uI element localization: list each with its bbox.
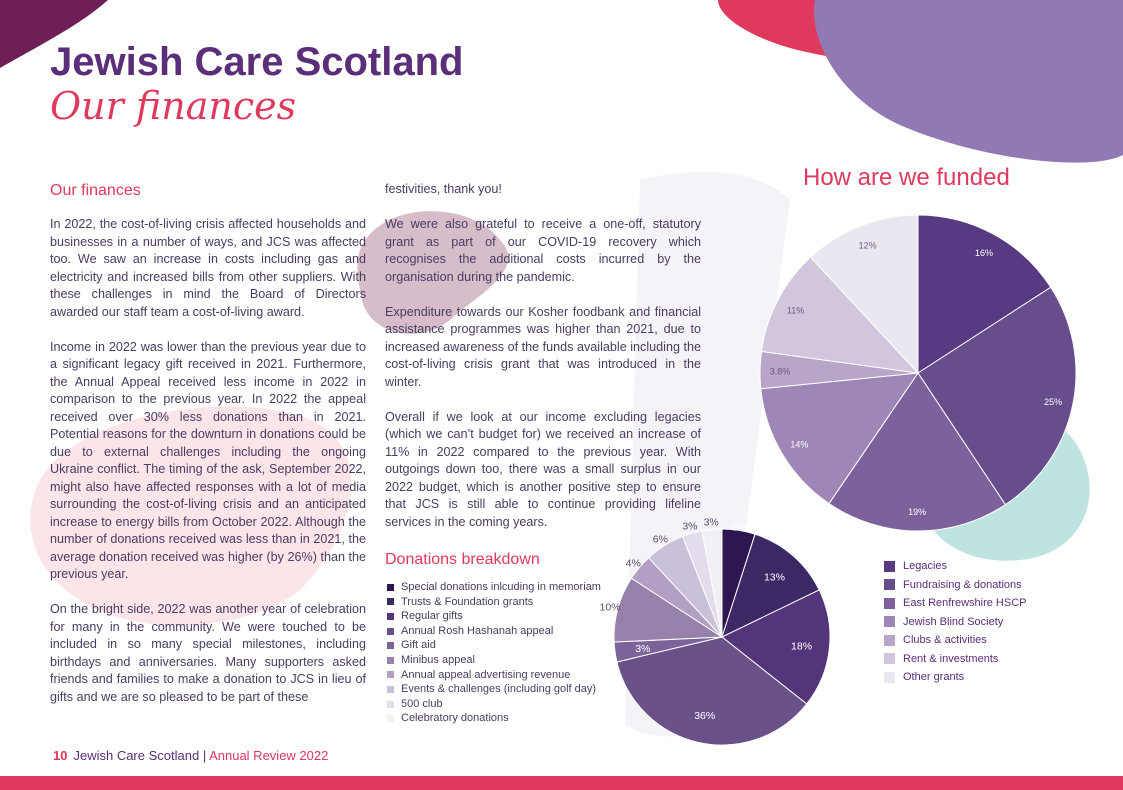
paragraph: Overall if we look at our income excluding legacies (which we can’t budget for) we received an increase of 11% in 2022 compared to the previous year. With outgoings down too, there was a small surplus in our 2022 budget, which is another positive step to ensure that JCS is still able to continue providing lifeline services in the coming years. [385,409,701,529]
slice-label: 3% [682,520,698,533]
legend-item [387,624,601,639]
legend-swatch [387,584,394,591]
section-heading-finances: Our finances [50,182,141,199]
legend-label: Clubs & activities [903,634,987,646]
legend-swatch [387,657,394,664]
legend-item [884,631,1027,650]
legend-item [387,638,601,653]
legend-label: Annual Rosh Hashanah appeal [401,624,554,637]
legend-swatch [884,579,895,590]
slice-label: 10% [600,601,621,614]
slice-label: 13% [763,571,785,584]
legend-swatch [884,635,895,646]
slice-label: 18% [791,640,813,653]
funding-legend [884,557,1027,687]
slice-label: 3% [635,643,651,656]
legend-item [387,668,601,683]
legend-label: Trusts & Foundation grants [401,595,534,608]
paragraph: Expenditure towards our Kosher foodbank and financial assistance programmes was higher than 2021, due to increased awareness of the funds available including the cost-of-living crisis grant that was introduced in the winter. [385,304,701,389]
slice-label: 16% [974,247,994,258]
funding-heading: How are we funded [803,164,1010,191]
donations-legend [387,580,601,726]
legend-swatch [884,653,895,664]
legend-swatch [387,671,394,678]
legend-swatch [387,701,394,708]
legend-swatch [387,613,394,620]
legend-label: Gift aid [401,639,436,652]
slice-label: 36% [694,710,716,723]
legend-item [387,653,601,668]
paragraph: Income in 2022 was lower than the previous year due to a significant legacy gift received in 2021. Furthermore, the Annual Appeal received less income in 2022 in comparison to the previous year. In 2022 the appeal received over 30% less donations than in 2021. Potential reasons for the downturn in donations could be due to external challenges including the ongoing Ukraine conflict. The timing of the ask, September 2022, might also have affected responses with a lot of media surrounding the cost-of-living crisis and an anticipated increase to energy bills from October 2022. Although the number of donations received was less than in 2021, the average donation received was higher (by 26%) than the previous year. [50,339,366,581]
legend-item [884,576,1027,595]
slice-label: 3% [703,516,719,529]
legend-swatch [884,598,895,609]
legend-item [387,609,601,624]
legend-label: East Renfrewshire HSCP [903,597,1027,609]
slice-label: 19% [908,506,927,517]
article-column-1 [50,216,366,724]
slice-label: 3.8% [769,366,791,377]
legend-label: Jewish Blind Society [903,615,1004,628]
legend-label: Events & challenges (including golf day) [401,683,597,696]
legend-swatch [387,628,394,635]
legend-label: Celebratory donations [401,712,509,725]
article-column-2 [385,181,701,549]
donations-heading: Donations breakdown [385,551,540,568]
paragraph: In 2022, the cost-of-living crisis affected households and businesses in a number of ways, and JCS was affected too. We saw an increase in costs including gas and electricity and increased bills from other suppliers. With these challenges in mind the Board of Directors awarded our staff team a cost-of-living award. [50,217,366,319]
legend-item [884,613,1027,632]
donations-pie-chart [600,515,845,760]
legend-item [387,711,601,726]
legend-swatch [387,686,394,693]
legend-label: Legacies [903,560,948,572]
legend-item [387,595,601,610]
legend-label: Annual appeal advertising revenue [401,668,571,681]
paragraph: On the bright side, 2022 was another year of celebration for many in the community. We were touched to be included in so many special milestones, including birthdays and anniversaries. Many supporters asked friends and families to make a donation to JCS in lieu of gifts and we are so pleased to be part of these [50,602,366,704]
legend-label: Other grants [903,671,965,683]
legend-label: Fundraising & donations [903,578,1022,591]
legend-label: Regular gifts [401,610,463,623]
footer-publication: Annual Review 2022 [209,748,329,763]
slice-label: 4% [625,557,641,570]
page-subtitle: Our finances [50,84,297,128]
legend-label: 500 club [401,697,443,710]
legend-swatch [884,561,895,572]
legend-swatch [387,642,394,649]
legend-label: Minibus appeal [401,653,475,666]
legend-swatch [884,672,895,683]
page-number: 10 [53,748,68,763]
paragraph: We were also grateful to receive a one-off, statutory grant as part of our COVID-19 recovery which recognises the additional costs incurred by the organisation during the pandemic. [385,217,701,284]
legend-item [884,668,1027,687]
slice-label: 5% [731,521,747,534]
legend-item [884,557,1027,576]
legend-swatch [387,598,394,605]
legend-label: Special donations inlcuding in memoriam [401,581,601,593]
slice-label: 25% [1044,397,1063,408]
legend-item [387,580,601,595]
page-title: Jewish Care Scotland [50,40,464,84]
footer-bar [0,776,1123,790]
slice-label: 11% [786,305,805,316]
legend-item [884,650,1027,669]
paragraph: festivities, thank you! [385,182,502,196]
legend-item [884,594,1027,613]
legend-label: Rent & investments [903,652,999,665]
legend-swatch [884,616,895,627]
funding-pie-chart [740,200,1100,545]
footer-org: Jewish Care Scotland [73,748,200,763]
legend-item [387,682,601,697]
footer-separator: | [199,748,210,763]
slice-label: 12% [858,240,877,251]
legend-item [387,697,601,712]
page-footer [53,748,328,763]
legend-swatch [387,715,394,722]
slice-label: 6% [652,533,668,546]
slice-label: 14% [790,439,809,450]
